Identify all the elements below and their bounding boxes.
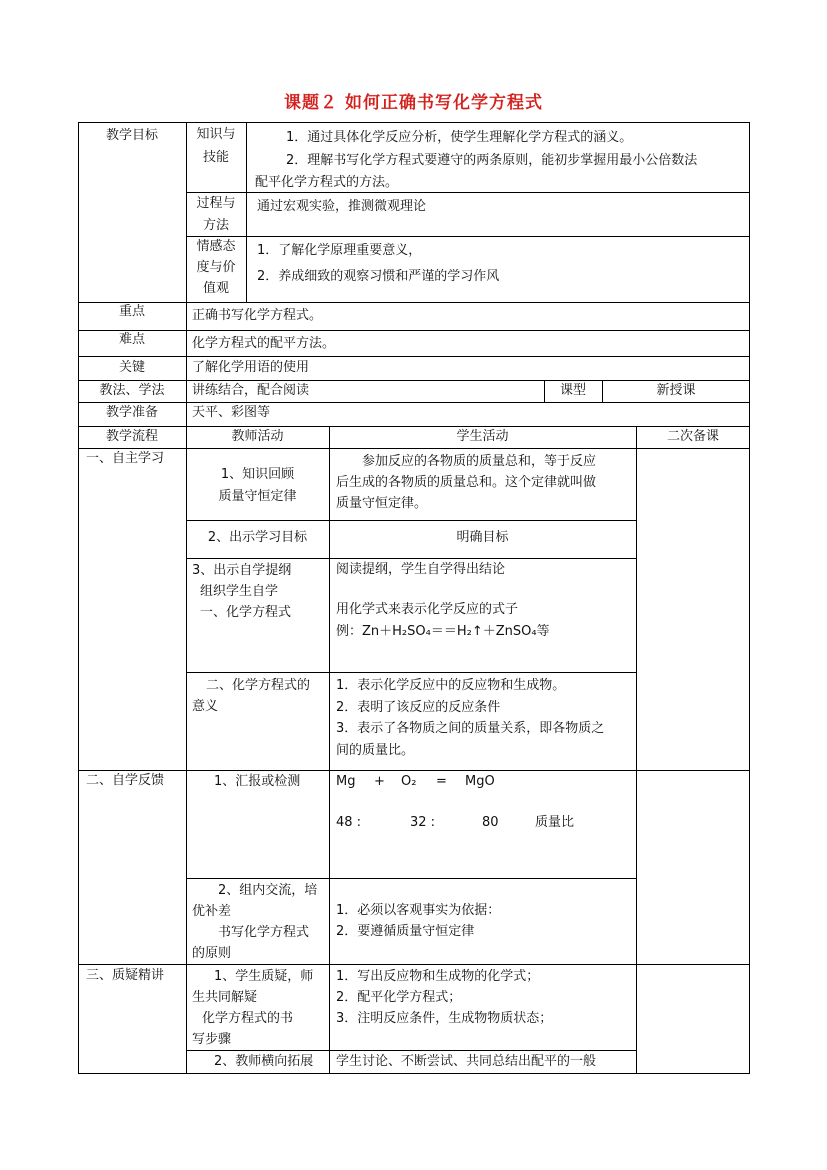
flow-header-stage: 教学流程 (105, 429, 158, 444)
knowledge-item-2: 2．理解书写化学方程式要遵守的两条原则，能初步掌握用最小公倍数法 (286, 153, 698, 168)
stage-2: 二、自学反馈 (86, 773, 165, 788)
student-activity-6: 1．必须以客观事实为依据： 2．要遵循质量守恒定律 (336, 903, 501, 939)
teacher-activity-1: 1、知识回顾 质量守恒定律 (218, 467, 297, 504)
knowledge-item-1: 1．通过具体化学反应分析，使学生理解化学方程式的涵义。 (286, 130, 633, 145)
flow-header-student: 学生活动 (456, 429, 509, 444)
difficulty-label: 难点 (118, 332, 145, 347)
process-label: 过程与 方法 (196, 196, 236, 233)
eq-equals: = (436, 774, 447, 789)
teacher-activity-2: 2、出示学习目标 (207, 530, 308, 545)
student-activity-4: 1．表示化学反应中的反应物和生成物。 2．表明了该反应的反应条件 3．表示了各物质之间的质量关系，即各物质之 间的质量比。 (336, 678, 605, 758)
page-title: 课题２ 如何正确书写化学方程式 (284, 93, 543, 113)
mass-o2: 32 : (410, 815, 436, 830)
stage-1: 一、自主学习 (86, 451, 165, 466)
emotion-item-1: 1．了解化学原理重要意义， (257, 243, 422, 258)
student-activity-2: 明确目标 (456, 530, 509, 545)
prep-label: 教学准备 (105, 405, 158, 420)
stage-3: 三、质疑精讲 (86, 968, 165, 983)
type-text: 新授课 (656, 383, 696, 398)
student-activity-3: 阅读提纲，学生自学得出结论 用化学式来表示化学反应的式子 例：Zn＋H₂SO₄＝＝H₂↑＋ZnSO₄等 (336, 562, 550, 639)
method-label: 教法、学法 (99, 383, 165, 398)
prep-text: 天平、彩图等 (192, 405, 271, 420)
crux-text: 了解化学用语的使用 (192, 360, 310, 375)
knowledge-item-2-cont: 配平化学方程式的方法。 (255, 175, 399, 190)
mass-mgo: 80 (482, 815, 499, 830)
emotion-item-2: 2．养成细致的观察习惯和严谨的学习作风 (257, 269, 500, 284)
teacher-activity-5: 1、汇报或检测 (214, 774, 301, 789)
key-label: 重点 (118, 304, 145, 319)
teacher-activity-4: 二、化学方程式的 意义 (192, 678, 311, 714)
emotion-label: 情感态 度与价 值观 (196, 239, 236, 296)
mass-ratio-label: 质量比 (535, 815, 575, 830)
goal-label: 教学目标 (105, 128, 158, 143)
eq-mgo: MgO (465, 774, 495, 789)
teacher-activity-3: 3、出示自学提纲 组织学生自学 一、化学方程式 (192, 563, 292, 620)
mass-mg: 48 : (336, 815, 362, 830)
flow-header-teacher: 教师活动 (231, 429, 284, 444)
key-text: 正确书写化学方程式。 (192, 308, 323, 323)
method-text: 讲练结合，配合阅读 (192, 383, 310, 398)
teacher-activity-6: 2、组内交流，培 优补差 书写化学方程式 的原则 (192, 883, 318, 961)
eq-plus: + (374, 774, 385, 789)
eq-mg: Mg (336, 774, 356, 789)
process-text: 通过宏观实验，推测微观理论 (257, 199, 427, 214)
teacher-activity-8: 2、教师横向拓展 (214, 1054, 314, 1069)
type-label: 课型 (559, 383, 586, 398)
difficulty-text: 化学方程式的配平方法。 (192, 336, 336, 351)
student-activity-1: 参加反应的各物质的质量总和，等于反应 后生成的各物质的质量总和。这个定律就叫做 质量守恒定律。 (336, 454, 597, 511)
flow-header-notes: 二次备课 (666, 429, 719, 444)
teacher-activity-7: 1、学生质疑，师 生共同解疑 化学方程式的书 写步骤 (192, 969, 314, 1047)
knowledge-label: 知识与 技能 (196, 127, 236, 165)
eq-o2: O₂ (401, 774, 417, 789)
student-activity-7: 1．写出反应物和生成物的化学式； 2．配平化学方程式； 3．注明反应条件，生成物物质状态； (336, 969, 553, 1026)
crux-label: 关键 (118, 360, 145, 375)
student-activity-8: 学生讨论、不断尝试、共同总结出配平的一般 (336, 1054, 597, 1069)
